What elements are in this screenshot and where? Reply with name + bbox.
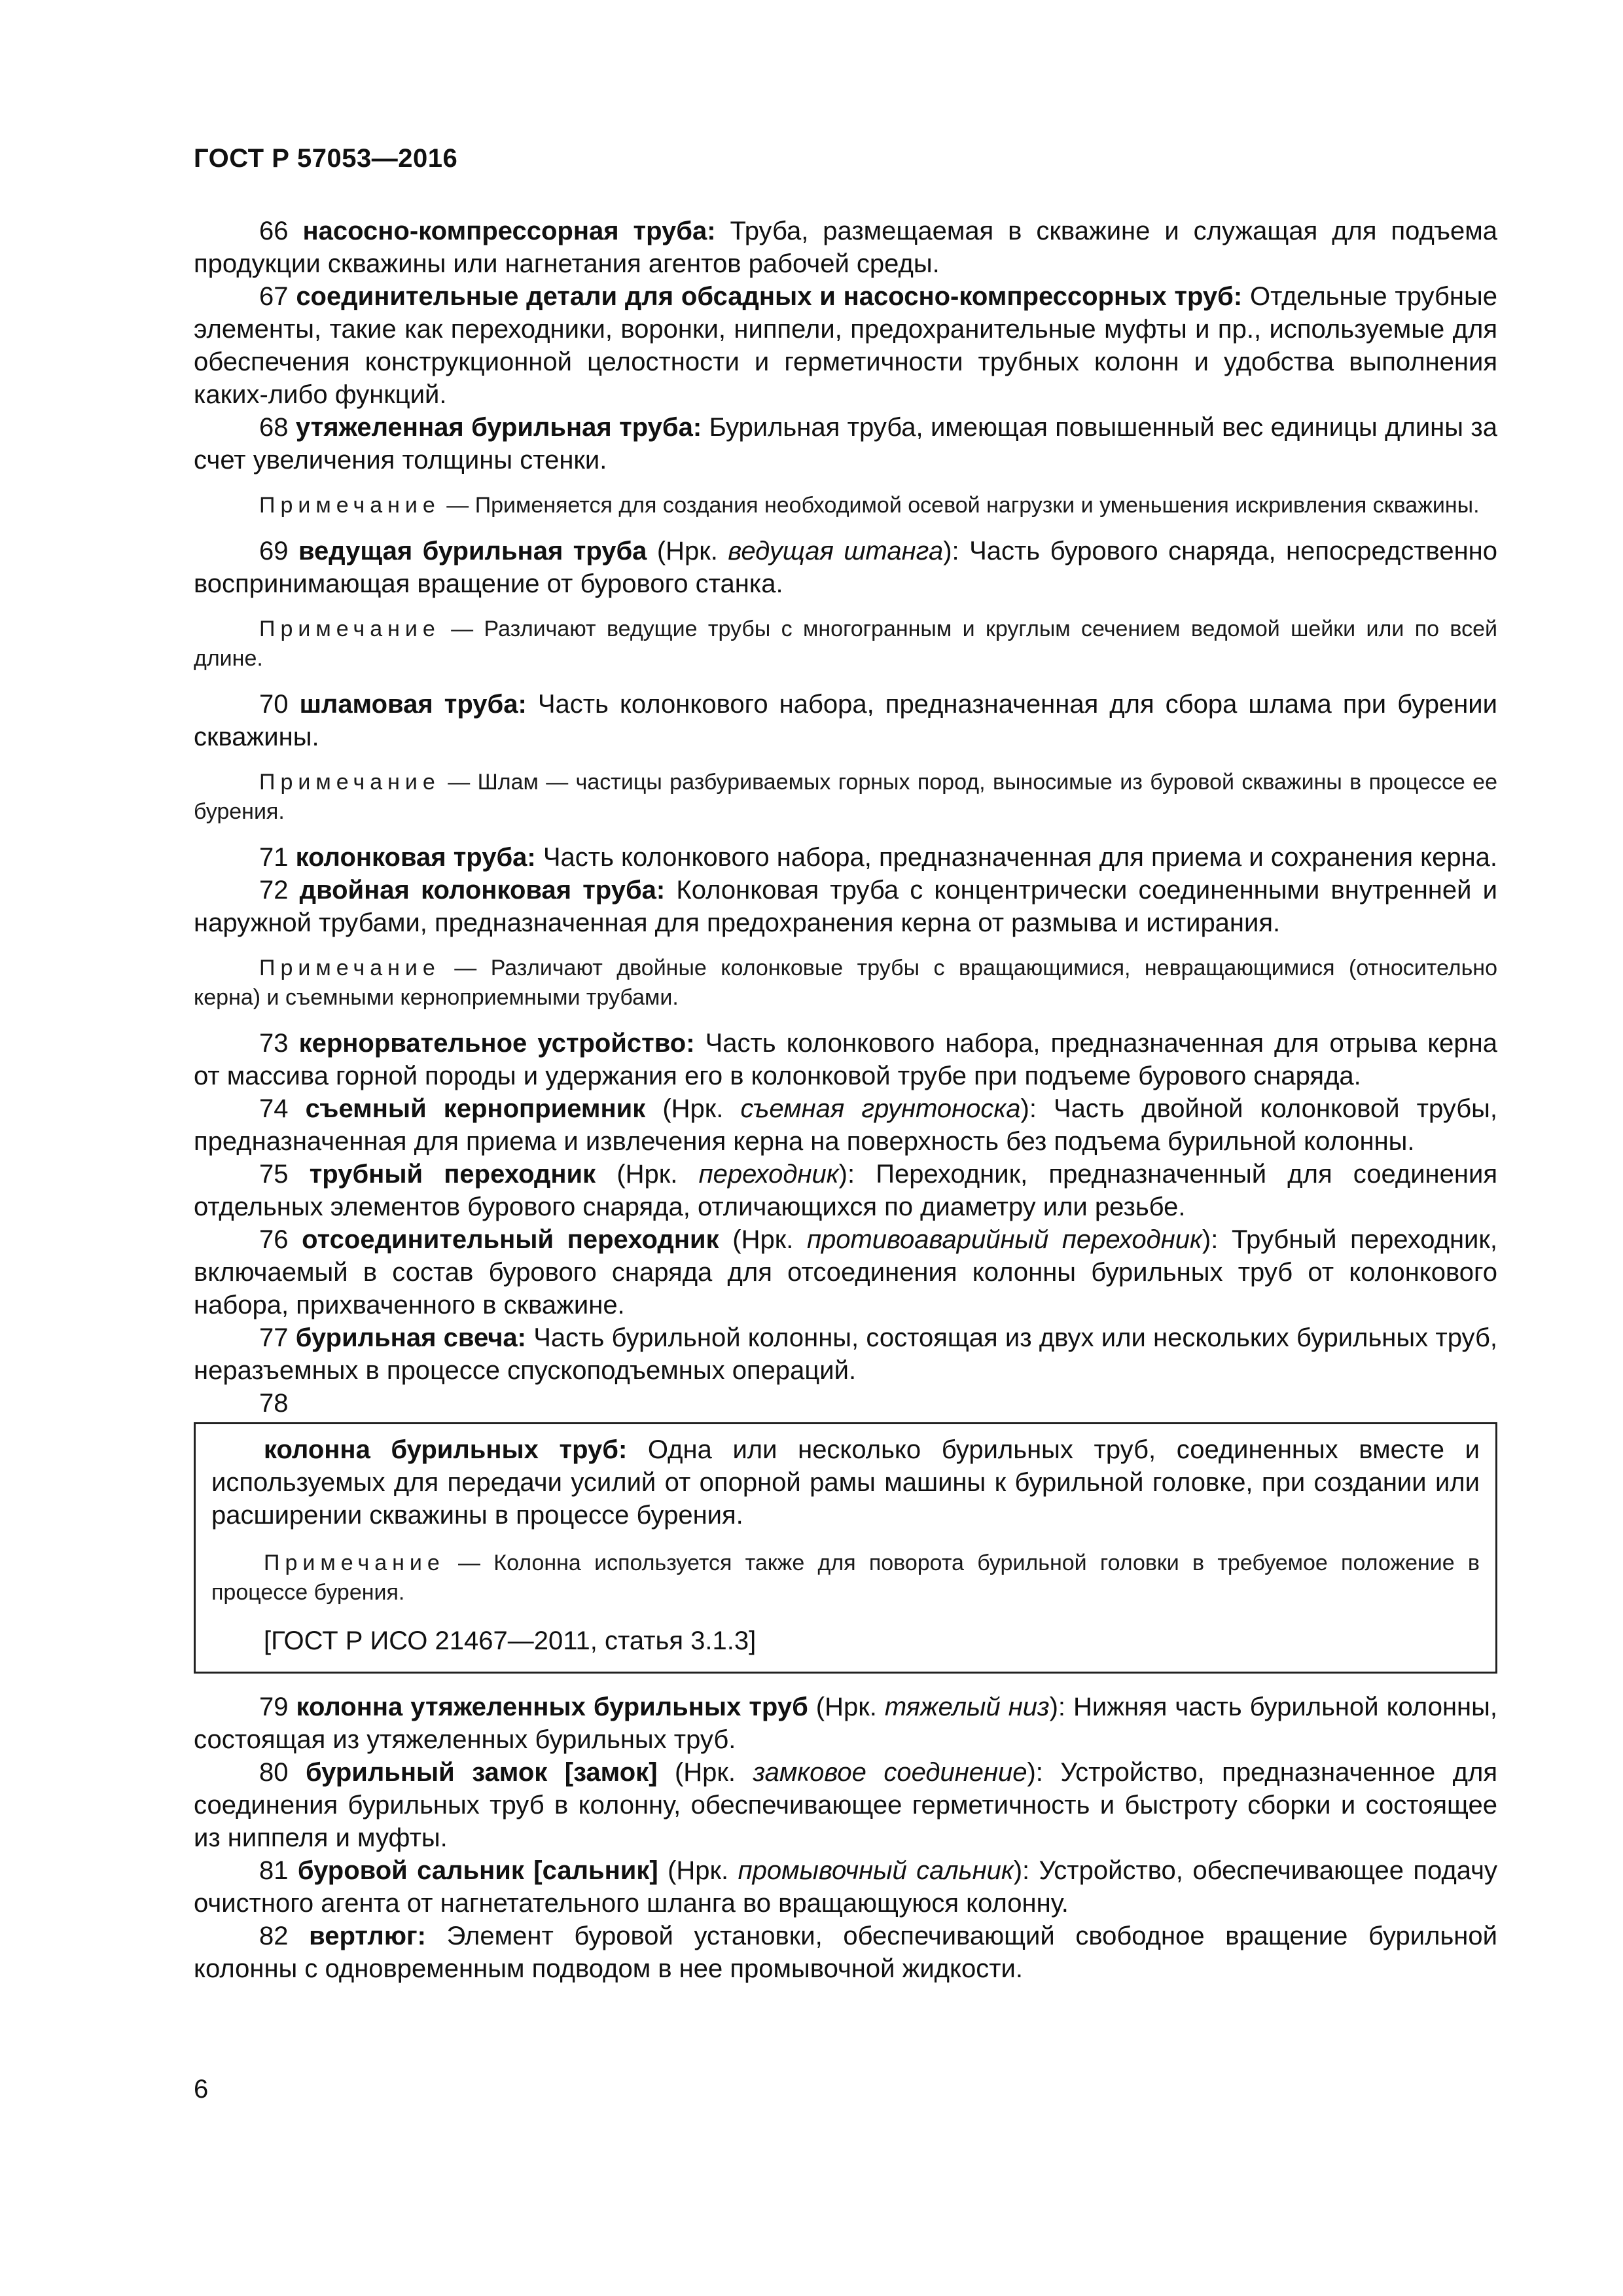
note-69: Примечание — Различают ведущие трубы с многогранным и круглым сечением ведомой шейки или по всей длине. <box>194 617 1497 671</box>
term: двойная колонковая труба: <box>299 876 666 905</box>
term-entry-78-box <box>194 1422 1497 1674</box>
term-entry-78: колонна бурильных труб: Одна или несколько бурильных труб, соединенных вместе и используемых для передачи усилий от опорной рамы машины к бурильной головке, при создании или расширении скважины в процессе бурения. <box>211 1435 1480 1530</box>
term: утяжеленная бурильная труба: <box>295 413 702 442</box>
term-entry-82: 82 вертлюг: Элемент буровой установки, обеспечивающий свободное вращение бурильной колонны с одновременным подводом в нее промывочной жидкости. <box>194 1922 1497 1983</box>
note-78: Примечание — Колонна используется также для поворота бурильной головки в требуемое положение в процессе бурения. <box>211 1551 1480 1605</box>
term-entry-73: 73 кернорвательное устройство: Часть колонкового набора, предназначенная для отрыва керна от массива горной породы и удержания его в колонковой трубе при подъеме бурового снаряда. <box>194 1029 1497 1090</box>
term-entry-74: 74 съемный керноприемник (Нрк. съемная грунтоноска): Часть двойной колонковой трубы, предназначенная для приема и извлечения керна на поверхность без подъема бурильной колонны. <box>194 1094 1498 1156</box>
term: вертлюг: <box>309 1922 426 1950</box>
term: колонна утяжеленных бурильных труб <box>296 1693 808 1721</box>
term-number-78: 78 <box>259 1389 289 1418</box>
page-number: 6 <box>194 2075 209 2104</box>
term-entry-70: 70 шламовая труба: Часть колонкового набора, предназначенная для сбора шлама при бурении скважины. <box>194 690 1497 751</box>
term: бурильный замок [замок] <box>305 1758 658 1787</box>
term: бурильная свеча: <box>295 1323 526 1352</box>
term: съемный керноприемник <box>305 1094 646 1123</box>
term-entry-81: 81 буровой сальник [сальник] (Нрк. промывочный сальник): Устройство, обеспечивающее подачу очистного агента от нагнетательного шланга во вращающуюся колонну. <box>194 1856 1498 1918</box>
term-entry-67: 67 соединительные детали для обсадных и насосно-компрессорных труб: Отдельные трубные элементы, такие как переходники, воронки, ниппели, предохранительные муфты и пр., используемые для обеспечения конструкционной целостности и герметичности трубных колонн и удобства выполнения каких-либо функций. <box>194 282 1497 409</box>
term-entry-76: 76 отсоединительный переходник (Нрк. противоаварийный переходник): Трубный переходник, включаемый в состав бурового снаряда для отсоединения колонны бурильных труб от колонкового набора, прихваченного в скважине. <box>194 1225 1497 1319</box>
document-header: ГОСТ Р 57053—2016 <box>194 144 458 173</box>
term: колонна бурильных труб: <box>264 1435 628 1464</box>
term-entry-77: 77 бурильная свеча: Часть бурильной колонны, состоящая из двух или нескольких бурильных труб, неразъемных в процессе спускоподъемных операций. <box>194 1323 1497 1385</box>
term: ведущая бурильная труба <box>298 537 647 565</box>
term-entry-75: 75 трубный переходник (Нрк. переходник): Переходник, предназначенный для соединения отдельных элементов бурового снаряда, отличающихся по диаметру или резьбе. <box>194 1160 1497 1221</box>
note-68: Примечание — Применяется для создания необходимой осевой нагрузки и уменьшения искривления скважины. <box>259 493 1480 518</box>
term: трубный переходник <box>309 1160 596 1189</box>
term-entry-80: 80 бурильный замок [замок] (Нрк. замковое соединение): Устройство, предназначенное для соединения бурильных труб в колонну, обеспечивающее герметичность и быстроту сборки и состоящее из ниппеля и муфты. <box>194 1758 1497 1852</box>
term: буровой сальник [сальник] <box>297 1856 658 1885</box>
term-entry-69: 69 ведущая бурильная труба (Нрк. ведущая штанга): Часть бурового снаряда, непосредственно воспринимающая вращение от бурового станка. <box>194 537 1497 598</box>
term-entry-71: 71 колонковая труба: Часть колонкового набора, предназначенная для приема и сохранения керна. <box>259 843 1498 872</box>
note-72: Примечание — Различают двойные колонковые трубы с вращающимися, невращающимися (относительно керна) и съемными керноприемными трубами. <box>194 956 1497 1010</box>
term: отсоединительный переходник <box>302 1225 719 1254</box>
term: кернорвательное устройство: <box>298 1029 695 1058</box>
source-reference: [ГОСТ Р ИСО 21467—2011, статья 3.1.3] <box>264 1626 757 1655</box>
term: насосно-компрессорная труба: <box>302 217 716 245</box>
terms-list <box>194 215 1497 1985</box>
term-entry-79: 79 колонна утяжеленных бурильных труб (Нрк. тяжелый низ): Нижняя часть бурильной колонны, состоящая из утяжеленных бурильных труб. <box>194 1693 1497 1754</box>
term-entry-72: 72 двойная колонковая труба: Колонковая труба с концентрически соединенными внутренней и наружной трубами, предназначенная для предохранения керна от размыва и истирания. <box>194 876 1497 937</box>
term: шламовая труба: <box>299 690 527 719</box>
term: колонковая труба: <box>295 843 536 872</box>
term: соединительные детали для обсадных и насосно-компрессорных труб: <box>296 282 1243 311</box>
term-entry-68: 68 утяжеленная бурильная труба: Бурильная труба, имеющая повышенный вес единицы длины за счет увеличения толщины стенки. <box>194 413 1498 475</box>
note-70: Примечание — Шлам — частицы разбуриваемых горных пород, выносимые из буровой скважины в процессе ее бурения. <box>194 770 1497 824</box>
term-entry-66: 66 насосно-компрессорная труба: Труба, размещаемая в скважине и служащая для подъема продукции скважины или нагнетания агентов рабочей среды. <box>194 217 1497 278</box>
